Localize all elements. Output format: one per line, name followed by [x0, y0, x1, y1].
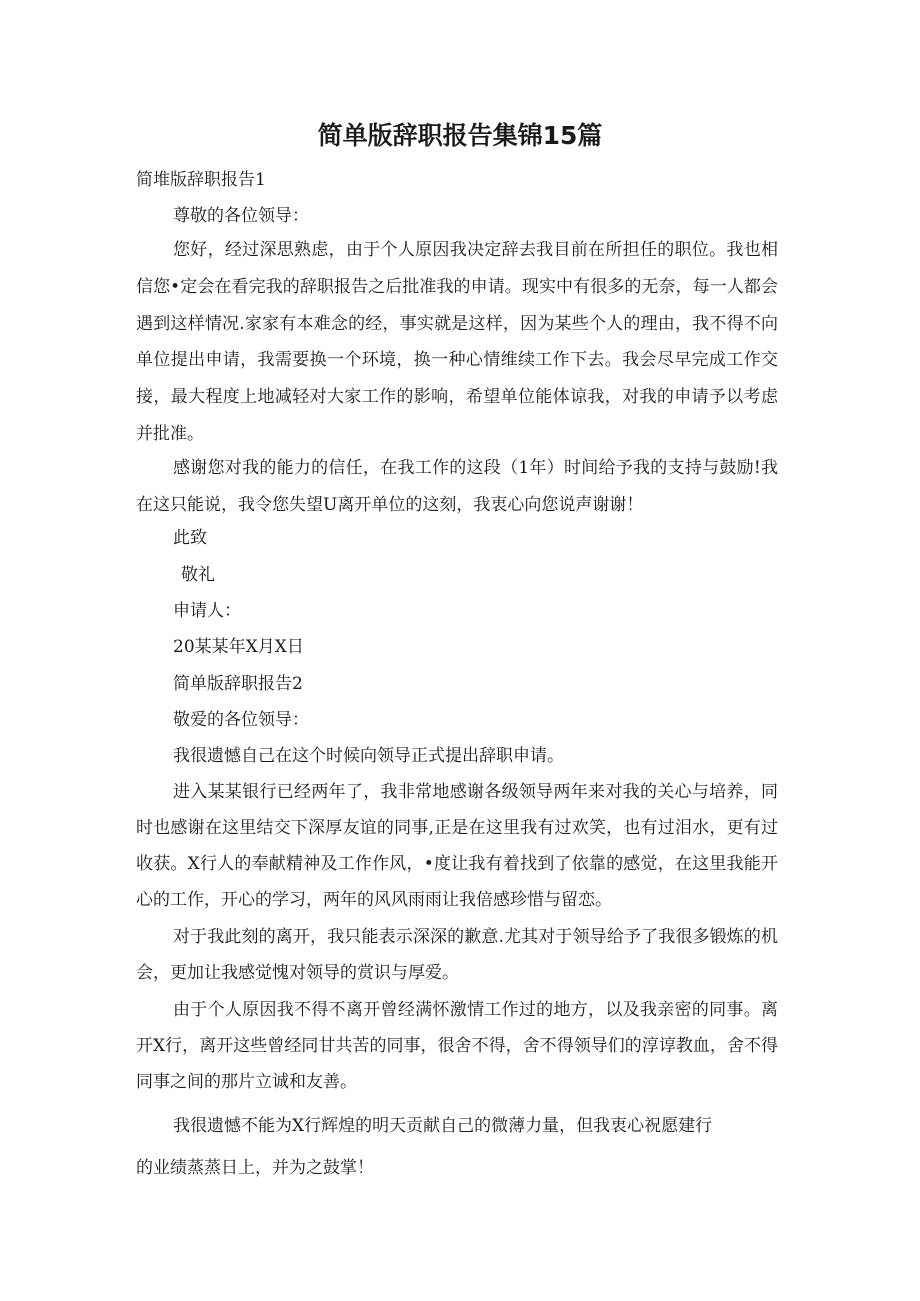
document-title: 简单版辞职报告集锦15篇: [317, 121, 603, 150]
section2-paragraph-1: 我很遗憾自己在这个时候向领导正式提出辞职申请。: [173, 746, 564, 766]
section1-heading: 简堆版辞职报告1: [136, 170, 266, 190]
closing-cizhi: 此致: [173, 528, 207, 548]
section2-paragraph-2: 进入某某银行已经两年了，我非常地感谢各级领导两年来对我的关心与培养，同时也感谢在这里结交下深厚友谊的同事,正是在这里我有过欢笑，也有过泪水，更有过收获。X行人的奉献精神及工作作风，•度让我有着找到了依靠的感觉，在这里我能开心的工作，开心的学习，两年的风风雨雨让我倍感珍惜与留恋。: [136, 782, 778, 910]
section1-paragraph-1: 您好，经过深思熟虑，由于个人原因我决定辞去我目前在所担任的职位。我也相信您•定会在看完我的辞职报告之后批准我的申请。现实中有很多的无奈，每一人都会遇到这样情况.家家有本难念的经，事实就是这样，因为某些个人的理由，我不得不向单位提出申请，我需要换一个环境，换一种心情维续工作下去。我会尽早完成工作交接，最大程度上地减轻对大家工作的影响，希望单位能体谅我，对我的申请予以考虑并批准。: [136, 240, 778, 444]
applicant-label: 申请人：: [173, 601, 241, 621]
section2-paragraph-4: 由于个人原因我不得不离开曾经满怀激情工作过的地方，以及我亲密的同事。离开X行，离开这些曾经同甘共苦的同事，很舍不得，舍不得领导们的淳谆教血，舍不得同事之间的那片立诚和友善。: [136, 1000, 778, 1092]
section2-paragraph-5-line-1: 我很遗憾不能为X行辉煌的明天贡献自己的微薄力量，但我衷心祝愿建行: [173, 1116, 713, 1136]
section2-paragraph-5-line-2: 的业绩蒸蒸日上，并为之鼓掌！: [136, 1158, 374, 1178]
section1-salutation: 尊敬的各位领导：: [173, 206, 309, 226]
date-line: 20某某年X月X日: [173, 637, 304, 657]
section2-heading: 简单版辞职报告2: [173, 674, 303, 694]
section2-paragraph-3: 对于我此刻的离开，我只能表示深深的歉意.尤其对于领导给予了我很多锻炼的机会，更加让我感觉愧对领导的赏识与厚爱。: [136, 927, 778, 983]
section2-salutation: 敬爱的各位领导：: [173, 710, 309, 730]
closing-jingli: 敬礼: [181, 565, 215, 585]
section1-paragraph-2: 感谢您对我的能力的信任，在我工作的这段（1年）时间给予我的支持与鼓励!我在这只能说，我令您失望U离开单位的这刻，我衷心向您说声谢谢！: [136, 458, 778, 515]
